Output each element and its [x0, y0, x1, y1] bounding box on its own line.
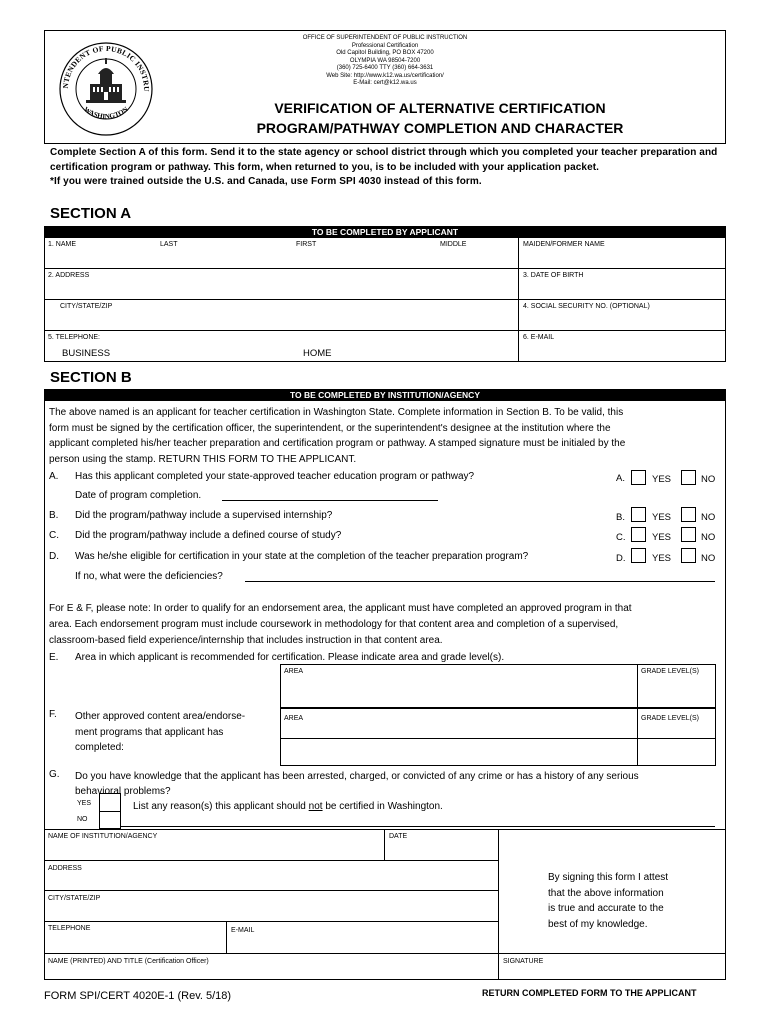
form-title-line1: VERIFICATION OF ALTERNATIVE CERTIFICATION — [274, 100, 606, 116]
checkbox-c-yes[interactable] — [631, 527, 646, 542]
institution-email-label: E-MAIL — [231, 927, 255, 934]
deficiencies-line[interactable] — [245, 581, 715, 582]
completion-date-line[interactable] — [222, 500, 438, 501]
institution-telephone-label: TELEPHONE — [48, 925, 91, 932]
question-c-letter: C. — [49, 530, 59, 541]
option-letter-d: D. — [616, 553, 626, 564]
name-label: 1. NAME — [48, 241, 77, 248]
dob-label: 3. DATE OF BIRTH — [523, 272, 584, 279]
not-emphasis: not — [308, 801, 323, 812]
question-a-letter: A. — [49, 471, 59, 482]
telephone-label: 5. TELEPHONE: — [48, 334, 101, 341]
question-b-letter: B. — [49, 510, 59, 521]
question-e-letter: E. — [49, 652, 59, 663]
form-id: FORM SPI/CERT 4020E-1 (Rev. 5/18) — [44, 990, 232, 1002]
ssn-label: 4. SOCIAL SECURITY NO. (OPTIONAL) — [523, 303, 650, 310]
form-title-line2: PROGRAM/PATHWAY COMPLETION AND CHARACTER — [256, 120, 624, 136]
institution-address-field[interactable] — [45, 874, 497, 889]
label-a-yes: YES — [652, 474, 672, 485]
checkbox-b-no[interactable] — [681, 507, 696, 522]
question-b: Did the program/pathway include a supervised internship? — [75, 510, 333, 521]
institution-city-label: CITY/STATE/ZIP — [48, 895, 101, 902]
section-a-bar: TO BE COMPLETED BY APPLICANT — [44, 226, 726, 238]
area-field-f2[interactable] — [281, 739, 636, 765]
signature-label: SIGNATURE — [503, 958, 544, 965]
attestation: By signing this form I attest that the above information is true and accurate to the best of my knowledge. — [548, 872, 669, 930]
label-d-no: NO — [701, 553, 716, 564]
grade-label-f: GRADE LEVEL(S) — [641, 715, 699, 722]
office-name: OFFICE OF SUPERINTENDENT OF PUBLIC INSTRUCTION — [302, 35, 468, 41]
question-f: Other approved content area/endorse- ment programs that applicant has completed: — [75, 711, 246, 753]
question-c: Did the program/pathway include a defined course of study? — [75, 530, 342, 541]
business-phone-label: BUSINESS — [62, 348, 111, 359]
institution-name-field[interactable] — [45, 842, 383, 859]
option-letter-c: C. — [616, 532, 626, 543]
label-b-yes: YES — [652, 512, 672, 523]
institution-address-label: ADDRESS — [48, 865, 82, 872]
dob-field[interactable] — [519, 281, 725, 298]
office-website[interactable]: Web Site: http://www.k12.wa.us/certification/ — [326, 72, 444, 79]
option-letter-b: B. — [616, 512, 625, 523]
email-label: 6. E-MAIL — [523, 334, 555, 341]
question-d-followup: If no, what were the deficiencies? — [75, 571, 223, 582]
section-b-title: SECTION B — [50, 369, 132, 386]
checkbox-g-no[interactable] — [100, 812, 120, 829]
business-phone-field[interactable] — [115, 343, 295, 360]
checkbox-a-yes[interactable] — [631, 470, 646, 485]
question-a-date-label: Date of program completion. — [75, 490, 202, 501]
area-field-e[interactable] — [281, 678, 636, 707]
grade-label-e: GRADE LEVEL(S) — [641, 668, 699, 675]
checkbox-c-no[interactable] — [681, 527, 696, 542]
institution-date-field[interactable] — [385, 842, 497, 859]
g-reason-text: List any reason(s) this applicant should not be certified in Washington. — [133, 801, 443, 812]
middle-label: MIDDLE — [440, 241, 467, 248]
office-phone: (360) 725-6400 TTY (360) 664-3631 — [336, 65, 434, 71]
form-title — [160, 98, 720, 138]
checkbox-b-yes[interactable] — [631, 507, 646, 522]
checkbox-d-yes[interactable] — [631, 548, 646, 563]
ssn-field[interactable] — [519, 312, 725, 329]
question-d-letter: D. — [49, 551, 59, 562]
section-b-intro: The above named is an applicant for teacher certification in Washington State. Complete information in Section B. To be valid, this form must be signed by the certification officer, the superintendent, or the superintendent's designee at the institution where the applicant completed his/her teacher preparation and certification program or pathway. A stamped signature must be initialed by the person using the stamp. RETURN THIS FORM TO THE APPLICANT. — [49, 407, 626, 465]
office-info — [230, 35, 540, 88]
question-g-letter: G. — [49, 769, 60, 780]
grade-field-f1[interactable] — [638, 724, 715, 737]
question-f-letter: F. — [49, 709, 57, 720]
printed-name-field[interactable] — [45, 966, 497, 979]
grade-field-f2[interactable] — [638, 739, 715, 765]
last-label: LAST — [160, 241, 178, 248]
address-label: 2. ADDRESS — [48, 272, 90, 279]
question-a: Has this applicant completed your state-approved teacher education program or pathway? — [75, 471, 475, 482]
return-note: RETURN COMPLETED FORM TO THE APPLICANT — [482, 988, 697, 998]
seal-icon — [56, 40, 156, 138]
g-no-label: NO — [77, 816, 88, 823]
g-reason-line[interactable] — [121, 826, 715, 827]
first-label: FIRST — [296, 241, 317, 248]
label-c-no: NO — [701, 532, 716, 543]
ef-note: For E & F, please note: In order to qualify for an endorsement area, the applicant must have completed an approved program in that area. Each endorsement program must include coursework in methodology for that content area and completion of a supervised, classroom-based field experience/internship that includes instruction in that content area. — [49, 603, 632, 646]
maiden-name-field[interactable] — [519, 250, 725, 267]
maiden-name-label: MAIDEN/FORMER NAME — [523, 241, 605, 248]
name-field[interactable] — [45, 250, 517, 267]
area-label-f: AREA — [284, 715, 304, 722]
section-b-bar: TO BE COMPLETED BY INSTITUTION/AGENCY — [44, 389, 726, 401]
institution-city-field[interactable] — [45, 904, 497, 920]
printed-name-label: NAME (PRINTED) AND TITLE (Certification Officer) — [48, 958, 209, 965]
label-d-yes: YES — [652, 553, 672, 564]
instructions-foreign: *If you were trained outside the U.S. and Canada, use Form SPI 4030 instead of this form. — [50, 176, 482, 187]
question-e: Area in which applicant is recommended for certification. Please indicate area and grade level(s). — [75, 652, 505, 663]
institution-telephone-field[interactable] — [45, 934, 225, 952]
address-field[interactable] — [45, 281, 517, 298]
city-state-zip-label: CITY/STATE/ZIP — [60, 303, 113, 310]
grade-field-e[interactable] — [638, 678, 715, 707]
question-d: Was he/she eligible for certification in your state at the completion of the teacher preparation program? — [75, 551, 529, 562]
section-a-title: SECTION A — [50, 205, 132, 222]
label-a-no: NO — [701, 474, 716, 485]
checkbox-d-no[interactable] — [681, 548, 696, 563]
office-address2: OLYMPIA WA 98504-7200 — [349, 57, 421, 64]
institution-name-label: NAME OF INSTITUTION/AGENCY — [48, 833, 158, 840]
home-phone-field[interactable] — [340, 343, 516, 360]
home-phone-label: HOME — [303, 348, 332, 359]
area-label-e: AREA — [284, 668, 304, 675]
label-b-no: NO — [701, 512, 716, 523]
area-field-f1[interactable] — [281, 724, 636, 737]
office-dept: Professional Certification — [351, 42, 419, 49]
checkbox-a-no[interactable] — [681, 470, 696, 485]
option-letter-a: A. — [616, 473, 625, 484]
label-c-yes: YES — [652, 532, 672, 543]
question-g: Do you have knowledge that the applicant has been arrested, charged, or convicted of any crime or has a history of any serious behavioral problems? — [75, 771, 639, 797]
svg-text:SUPERINTENDENT OF PUBLIC INSTR: NTENDENT OF PUBLIC INSTRU — [60, 43, 152, 92]
institution-email-field[interactable] — [227, 936, 497, 952]
svg-text:WASHINGTON: WASHINGTON — [82, 105, 130, 121]
checkbox-g-yes[interactable] — [100, 794, 120, 811]
g-yes-label: YES — [77, 800, 92, 807]
city-state-zip-field[interactable] — [45, 312, 517, 329]
email-field[interactable] — [519, 343, 725, 360]
instructions — [50, 146, 720, 190]
institution-date-label: DATE — [389, 833, 408, 840]
office-email[interactable]: E-Mail: cert@k12.wa.us — [353, 80, 417, 86]
signature-field[interactable] — [499, 966, 725, 979]
state-seal — [56, 40, 156, 138]
office-address1: Old Capitol Building, PO BOX 47200 — [336, 50, 434, 56]
instructions-main: Complete Section A of this form. Send it to the state agency or school district through which you completed your teacher preparation and certification program or pathway. This form, when returned to you, is to be included with your application packet. — [50, 147, 718, 173]
